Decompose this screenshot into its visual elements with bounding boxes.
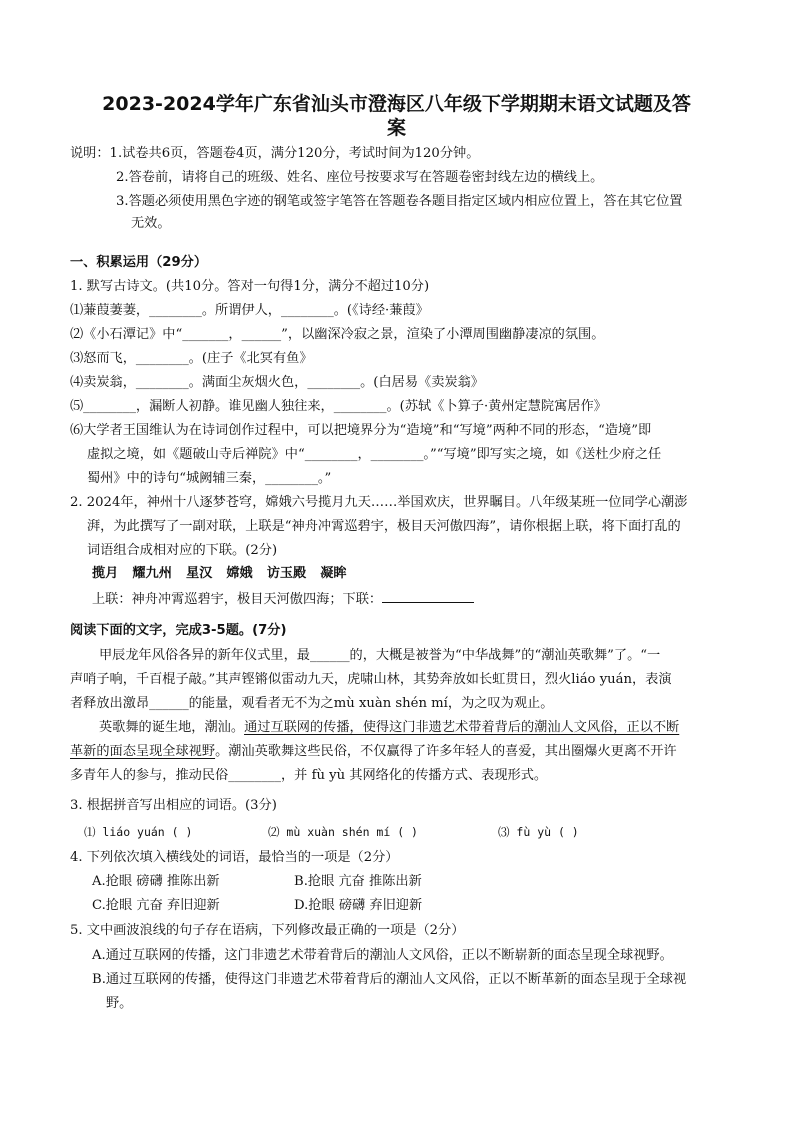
- reading-p2-continue: 。潮汕英歌舞这些民俗，不仅赢得了许多年轻人的喜爱，其出圈爆火更离不开许: [215, 744, 677, 759]
- reading-p1-line-2: 声哨子响，千百棍子敲。”其声铿锵似雷动九天，虎啸山林，其势奔放如长虹贯日，烈火liáo yuán，表演: [70, 672, 672, 687]
- q2-word: 嫦娥: [226, 566, 253, 581]
- q5-option-b-line-1: B.通过互联网的传播，使得这门非遗艺术带着背后的潮汕人文风俗，正以不断革新的面态呈现于全球视: [92, 972, 687, 987]
- instructions-item-3-line-1: 3.答题必须使用黑色字迹的钢笔或签字笔答在答题卷各题目指定区域内相应位置上，答在其它位置: [116, 194, 683, 209]
- q4-option-a: A.抢眼 磅礴 推陈出新: [92, 874, 220, 889]
- q2-word: 访玉殿: [266, 566, 307, 581]
- q3-answer-2: ⑵ mù xuàn shén mí ( ): [268, 825, 418, 839]
- reading-heading: 阅读下面的文字，完成3-5题。(7分): [70, 623, 287, 638]
- reading-wavy-sentence-part-2: 革新的面态呈现全球视野: [70, 744, 216, 759]
- reading-p2-line-2: [70, 743, 677, 761]
- q1-sub-2: ⑵《小石潭记》中“_______，______”，以幽深冷寂之景，渲染了小潭周围幽静凄凉的氛围。: [70, 327, 605, 342]
- q5-stem: 5. 文中画波浪线的句子存在语病，下列修改最正确的一项是（2分）: [70, 923, 465, 938]
- q2-word: 凝眸: [320, 566, 347, 581]
- q1-sub-5: ⑸________，漏断人初静。谁见幽人独往来，________。(苏轼《卜算子·黄州定慧院寓居作》: [70, 399, 607, 414]
- q1-stem: 1. 默写古诗文。(共10分。答对一句得1分，满分不超过10分): [70, 279, 430, 294]
- title-line-2: 案: [386, 117, 406, 139]
- q5-option-a: A.通过互联网的传播，这门非遗艺术带着背后的潮汕人文风俗，正以不断崭新的面态呈现全球视野。: [92, 948, 673, 963]
- reading-p2-line-1: [99, 719, 679, 737]
- q2-line-1: 2. 2024年，神州十八逐梦苍穹，嫦娥六号揽月九天……举国欢庆，世界瞩目。八年级某班一位同学心潮澎: [70, 495, 688, 510]
- reading-p2-intro: 英歌舞的诞生地，潮汕。: [99, 720, 245, 735]
- q2-word-bank: [92, 565, 361, 583]
- page-title: [70, 92, 723, 140]
- q2-answer-prefix: 上联：神舟冲霄巡碧宇，极目天河傲四海；下联：: [92, 592, 383, 607]
- section-1-heading: 一、积累运用（29分）: [70, 255, 208, 270]
- instructions-item-3-line-2: 无效。: [131, 216, 171, 231]
- q2-word: 耀九州: [132, 566, 172, 581]
- q1-sub-4: ⑷卖炭翁，________。满面尘灰烟火色，________。(白居易《卖炭翁》: [70, 375, 484, 390]
- reading-wavy-sentence-part-1: 通过互联网的传播，使得这门非遗艺术带着背后的潮汕人文风俗，正以不断: [244, 720, 680, 735]
- reading-p2-line-3: 多青年人的参与，推动民俗________，并 fù yù 其网络化的传播方式、表现形式。: [70, 768, 548, 783]
- q3-stem: 3. 根据拼音写出相应的词语。(3分): [70, 798, 277, 813]
- q2-word: 揽月: [92, 566, 119, 581]
- q4-stem: 4. 下列依次填入横线处的词语，最恰当的一项是（2分）: [70, 850, 399, 865]
- q4-option-c: C.抢眼 亢奋 弃旧迎新: [92, 898, 220, 913]
- reading-p1-line-1: 甲辰龙年风俗各异的新年仪式里，最______的，大概是被誉为“中华战舞”的“潮汕英歌舞”了。“一: [99, 648, 661, 663]
- q1-sub-3: ⑶怒而飞，________。(庄子《北冥有鱼》: [70, 351, 313, 366]
- reading-p1-line-3: 者释放出激昂______的能量，观看者无不为之mù xuàn shén mí，为之叹为观止。: [70, 696, 554, 711]
- q1-sub-6-line-3: 蜀州》中的诗句“城阙辅三秦，________。”: [87, 471, 332, 486]
- q1-sub-6-line-2: 虚拟之境，如《题破山寺后禅院》中“________，________。”“写境”即写实之境，如《送杜少府之任: [87, 447, 662, 462]
- q2-line-2: 湃，为此撰写了一副对联，上联是“神舟冲霄巡碧宇，极目天河傲四海”，请你根据上联，将下面打乱的: [87, 519, 681, 534]
- q1-sub-6-line-1: ⑹大学者王国维认为在诗词创作过程中，可以把境界分为“造境”和“写境”两种不同的形态，“造境”即: [70, 423, 652, 438]
- q4-option-b: B.抢眼 亢奋 推陈出新: [294, 874, 422, 889]
- q2-line-3: 词语组合成相对应的下联。(2分): [87, 543, 278, 558]
- instructions-item-2: 2.答卷前，请将自己的班级、姓名、座位号按要求写在答题卷密封线左边的横线上。: [116, 170, 604, 185]
- q5-option-b-line-2: 野。: [106, 996, 133, 1011]
- q2-answer-line: [92, 590, 474, 609]
- q2-answer-blank[interactable]: [382, 590, 474, 603]
- instructions-lead: 说明：1.试卷共6页，答题卷4页，满分120分，考试时间为120分钟。: [70, 146, 480, 161]
- title-line-1: 2023-2024学年广东省汕头市澄海区八年级下学期期末语文试题及答: [102, 93, 691, 115]
- q1-sub-1: ⑴蒹葭萋萋，________。所谓伊人，________。(《诗经·蒹葭》: [70, 303, 429, 318]
- q4-option-d: D.抢眼 磅礴 弃旧迎新: [294, 898, 423, 913]
- q3-answer-1: ⑴ liáo yuán ( ): [84, 825, 193, 839]
- q2-word: 星汉: [185, 566, 213, 581]
- q3-answer-3: ⑶ fù yù ( ): [498, 825, 579, 839]
